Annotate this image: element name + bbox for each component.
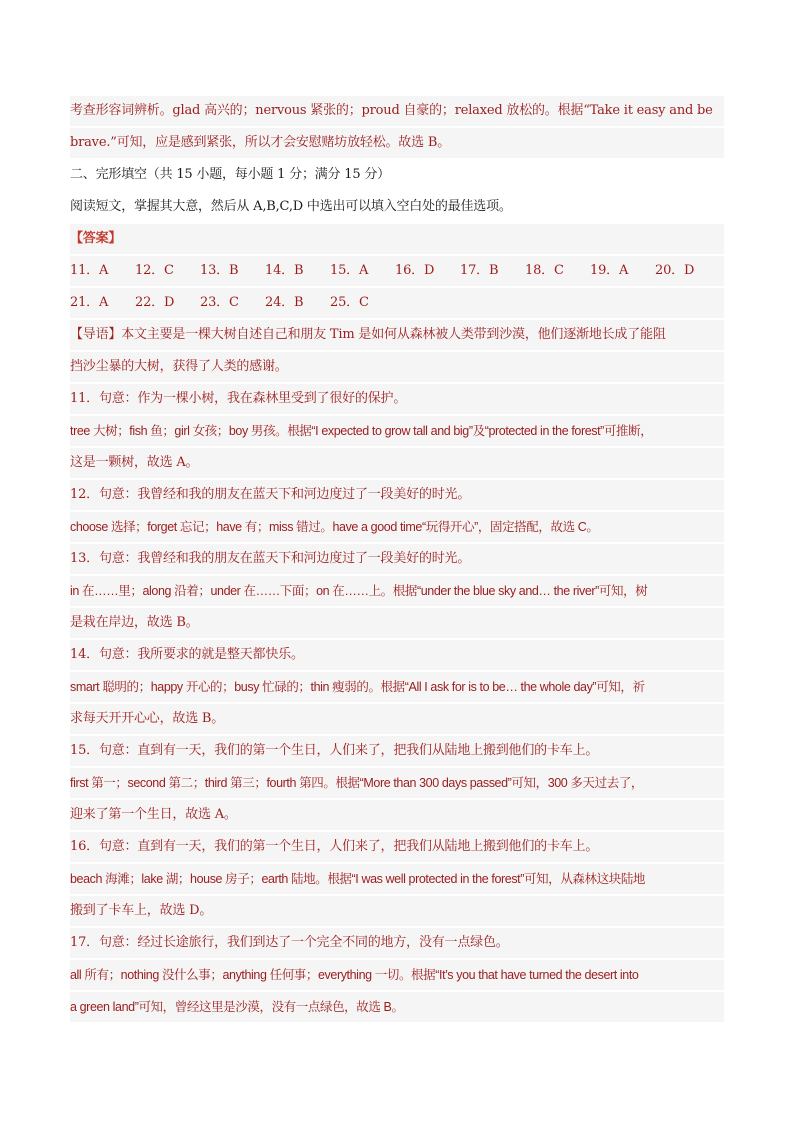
answer-item: 17．B bbox=[460, 263, 499, 278]
answer-heading bbox=[70, 224, 724, 254]
explanation-line: 是栽在岸边，故选 B。 bbox=[70, 608, 724, 638]
question-meaning: 11．句意：作为一棵小树，我在森林里受到了很好的保护。 bbox=[70, 384, 724, 414]
explanation-line: first 第一；second 第二；third 第三；fourth 第四。根据“More than 300 days passed”可知，300 多天过去了， bbox=[70, 768, 724, 798]
answer-item: 23．C bbox=[200, 295, 239, 310]
answer-item: 21．A bbox=[70, 295, 109, 310]
instruction-line: 阅读短文，掌握其大意，然后从 A,B,C,D 中选出可以填入空白处的最佳选项。 bbox=[70, 192, 724, 222]
text-line: brave.”可知，应是感到紧张，所以才会安慰赌坊放轻松。故选 B。 bbox=[70, 128, 724, 158]
explanation-line: 搬到了卡车上，故选 D。 bbox=[70, 896, 724, 926]
intro-line: 【导语】本文主要是一棵大树自述自己和朋友 Tim 是如何从森林被人类带到沙漠，他们逐渐地长成了能阻 bbox=[70, 320, 724, 350]
explanation-line: tree 大树；fish 鱼；girl 女孩；boy 男孩。根据“I expected to grow tall and big”及“protected in the forest”可推断， bbox=[70, 416, 724, 446]
question-meaning: 16．句意：直到有一天，我们的第一个生日，人们来了，把我们从陆地上搬到他们的卡车上。 bbox=[70, 832, 724, 862]
answer-item: 12．C bbox=[135, 263, 174, 278]
answer-item: 20．D bbox=[655, 263, 695, 278]
question-meaning: 17．句意：经过长途旅行，我们到达了一个完全不同的地方，没有一点绿色。 bbox=[70, 928, 724, 958]
explanation-line: beach 海滩；lake 湖；house 房子；earth 陆地。根据“I was well protected in the forest”可知，从森林这块陆地 bbox=[70, 864, 724, 894]
text-line: 考查形容词辨析。glad 高兴的；nervous 紧张的；proud 自豪的；relaxed 放松的。根据“Take it easy and be bbox=[70, 96, 724, 126]
answer-item: 15．A bbox=[330, 263, 369, 278]
explanation-line: 迎来了第一个生日，故选 A。 bbox=[70, 800, 724, 830]
answer-label: 【答案】 bbox=[70, 231, 122, 246]
answer-item: 11．A bbox=[70, 263, 109, 278]
question-meaning: 14．句意：我所要求的就是整天都快乐。 bbox=[70, 640, 724, 670]
explanation-line: in 在……里；along 沿着；under 在……下面；on 在……上。根据“under the blue sky and… the river”可知，树 bbox=[70, 576, 724, 606]
question-meaning: 12．句意：我曾经和我的朋友在蓝天下和河边度过了一段美好的时光。 bbox=[70, 480, 724, 510]
intro-line: 挡沙尘暴的大树，获得了人类的感谢。 bbox=[70, 352, 724, 382]
section-heading: 二、完形填空（共 15 小题，每小题 1 分；满分 15 分） bbox=[70, 160, 724, 190]
answer-item: 25．C bbox=[330, 295, 369, 310]
answer-row-2 bbox=[70, 288, 724, 318]
answer-item: 14．B bbox=[265, 263, 304, 278]
explanation-line: all 所有；nothing 没什么事；anything 任何事；everything 一切。根据“It’s you that have turned the desert into bbox=[70, 960, 724, 990]
explanation-line: smart 聪明的；happy 开心的；busy 忙碌的；thin 瘦弱的。根据“All I ask for is to be… the whole day”可知，祈 bbox=[70, 672, 724, 702]
explanation-line: choose 选择；forget 忘记；have 有；miss 错过。have a good time“玩得开心”，固定搭配，故选 C。 bbox=[70, 512, 724, 542]
answer-item: 19．A bbox=[590, 263, 629, 278]
explanation-line: 这是一颗树，故选 A。 bbox=[70, 448, 724, 478]
answer-item: 22．D bbox=[135, 295, 175, 310]
question-meaning: 13．句意：我曾经和我的朋友在蓝天下和河边度过了一段美好的时光。 bbox=[70, 544, 724, 574]
answer-item: 16．D bbox=[395, 263, 435, 278]
explanation-line: a green land”可知，曾经这里是沙漠，没有一点绿色，故选 B。 bbox=[70, 992, 724, 1022]
answer-row-1 bbox=[70, 256, 724, 286]
answer-item: 13．B bbox=[200, 263, 239, 278]
answer-item: 18．C bbox=[525, 263, 564, 278]
question-meaning: 15．句意：直到有一天，我们的第一个生日，人们来了，把我们从陆地上搬到他们的卡车上。 bbox=[70, 736, 724, 766]
answer-item: 24．B bbox=[265, 295, 304, 310]
explanation-line: 求每天开开心心，故选 B。 bbox=[70, 704, 724, 734]
